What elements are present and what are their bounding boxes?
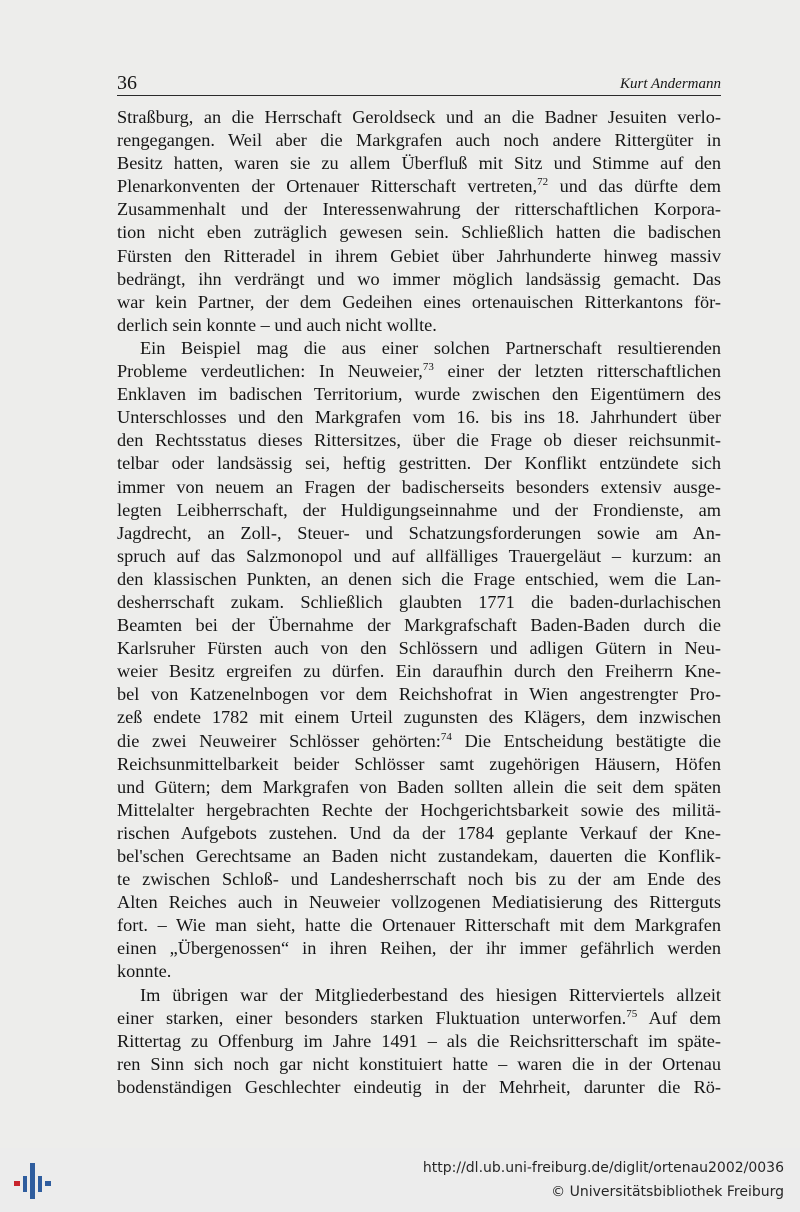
footnote-ref-75: 75 xyxy=(626,1007,638,1020)
text-line: Im übrigen war der Mitgliederbestand des hiesigen Ritterviertels allzeit xyxy=(140,984,721,1005)
text-line xyxy=(117,730,721,753)
text-segment: und das dürfte dem xyxy=(548,176,722,197)
text-line: Reichsunmittelbarkeit beider Schlösser samt zugehörigen Häusern, Höfen xyxy=(117,753,721,774)
text-segment: einer der letzten ritterschaftlichen xyxy=(433,361,721,382)
text-line: immer von neuem an Fragen der badischerseits besonders extensiv ausge- xyxy=(117,476,721,497)
text-segment: Auf dem xyxy=(637,1007,721,1028)
text-line: telbar oder landsässig sei, heftig gestritten. Der Konflikt entzündete sich xyxy=(117,453,721,474)
text-line: Alten Reiches auch in Neuweier vollzogenen Mediatisierung des Ritterguts xyxy=(117,892,721,913)
text-line: te zwischen Schloß- und Landesherrschaft noch bis zu der am Ende des xyxy=(117,869,721,890)
footnote-ref-74: 74 xyxy=(440,730,452,743)
text-line: Zusammenhalt und der Interessenwahrung der ritterschaftlichen Korpora- xyxy=(117,199,721,220)
text-line: Besitz hatten, waren sie zu allem Überfluß mit Sitz und Stimme auf den xyxy=(117,153,721,174)
text-line: desherrschaft zukam. Schließlich glaubten 1771 die baden-durlachischen xyxy=(117,591,721,612)
text-line: ren Sinn sich noch gar nicht konstituiert hatte – waren die in der Ortenau xyxy=(117,1053,721,1074)
text-line: Rittertag zu Offenburg im Jahre 1491 – als die Reichsritterschaft im späte- xyxy=(117,1030,721,1051)
text-line: Karlsruher Fürsten auch von den Schlössern und adligen Gütern in Neu- xyxy=(117,638,721,659)
running-head-author: Kurt Andermann xyxy=(620,76,721,92)
text-line: Mittelalter hergebrachten Rechte der Hochgerichtsbarkeit sowie des militä- xyxy=(117,799,721,820)
text-segment: die zwei Neuweirer Schlösser gehörten: xyxy=(117,730,441,751)
text-line: bel'schen Gerechtsame an Baden nicht zustandekam, dauerten die Konflik- xyxy=(117,846,721,866)
text-line: Straßburg, an die Herrschaft Geroldseck und an die Badner Jesuiten verlo- xyxy=(117,107,721,127)
text-line: Unterschlosses und den Markgrafen vom 16. bis ins 18. Jahrhundert über xyxy=(117,407,721,428)
footnote-ref-73: 73 xyxy=(422,361,434,374)
text-line: rischen Aufgebots zustehen. Und da der 1784 geplante Verkauf der Kne- xyxy=(117,822,721,843)
footnote-ref-72: 72 xyxy=(537,176,549,189)
library-logo-icon[interactable] xyxy=(11,1160,53,1202)
text-line: zeß endete 1782 mit einem Urteil zugunsten des Klägers, dem inzwischen xyxy=(117,707,721,728)
text-line: rengegangen. Weil aber die Markgrafen auch noch andere Rittergüter in xyxy=(117,130,721,151)
body-text xyxy=(117,106,721,1099)
digitization-footer xyxy=(0,1148,800,1212)
text-line: war kein Partner, der dem Gedeihen eines ortenauischen Ritterkantons för- xyxy=(117,291,721,312)
text-line: bodenständigen Geschlechter eindeutig in der Mehrheit, darunter die Rö- xyxy=(117,1076,721,1097)
text-line: Fürsten den Ritteradel in ihrem Gebiet über Jahrhunderte hinweg massiv xyxy=(117,245,721,266)
page-number: 36 xyxy=(117,72,137,94)
text-line: tion nicht eben zuträglich gewesen sein. Schließlich hatten die badischen xyxy=(117,222,721,243)
text-line: einen „Übergenossen“ in ihren Reihen, der ihr immer gefährlich werden xyxy=(117,938,721,959)
text-line: Ein Beispiel mag die aus einer solchen Partnerschaft resultierenden xyxy=(140,337,721,358)
text-line xyxy=(117,175,721,198)
text-line: weier Besitz ergreifen zu dürfen. Ein daraufhin durch den Freiherrn Kne- xyxy=(117,661,721,682)
text-line xyxy=(117,360,721,383)
copyright-notice: © Universitätsbibliothek Freiburg xyxy=(551,1184,784,1200)
text-line: den klassischen Punkten, an denen sich die Frage entschied, wem die Lan- xyxy=(117,568,721,589)
text-line: und Gütern; dem Markgrafen von Baden sollten allein die seit dem späten xyxy=(117,776,721,797)
text-line: spruch auf das Salzmonopol und auf allfälliges Trauergeläut – kurzum: an xyxy=(117,545,721,566)
source-url-link[interactable]: http://dl.ub.uni-freiburg.de/diglit/ortenau2002/0036 xyxy=(422,1160,784,1176)
text-segment: Probleme verdeutlichen: In Neuweier, xyxy=(117,361,423,382)
page-header xyxy=(117,71,721,96)
text-segment: Die Entscheidung bestätigte die xyxy=(451,730,721,751)
text-line: Beamten bei der Übernahme der Markgrafschaft Baden-Baden durch die xyxy=(117,615,721,636)
text-line: konnte. xyxy=(117,961,172,982)
text-line: Enklaven im badischen Territorium, wurde zwischen den Eigentümern des xyxy=(117,384,721,405)
text-line: den Rechtsstatus dieses Rittersitzes, über die Frage ob dieser reichsunmit- xyxy=(117,430,721,451)
text-line: Jagdrecht, an Zoll-, Steuer- und Schatzungsforderungen sowie am An- xyxy=(117,522,721,543)
text-line: legten Leibherrschaft, der Huldigungseinnahme und der Frondienste, am xyxy=(117,499,721,520)
text-line: bedrängt, ihn verdrängt und wo immer möglich landsässig gemacht. Das xyxy=(117,268,721,289)
text-line: bel von Katzenelnbogen vor dem Reichshofrat in Wien angestrengter Pro- xyxy=(117,684,721,705)
text-segment: Plenarkonventen der Ortenauer Ritterschaft vertreten, xyxy=(117,176,538,197)
text-line: derlich sein konnte – und auch nicht wollte. xyxy=(117,314,437,335)
text-line: fort. – Wie man sieht, hatte die Ortenauer Ritterschaft mit dem Markgrafen xyxy=(117,915,721,936)
text-segment: einer starken, einer besonders starken Fluktuation unterworfen. xyxy=(117,1007,627,1028)
text-line xyxy=(117,1007,721,1030)
